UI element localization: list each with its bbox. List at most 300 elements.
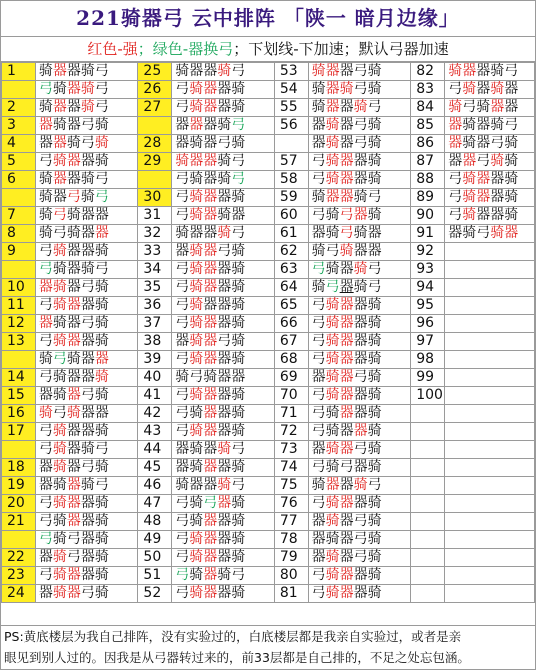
floor-number: 85 <box>411 117 445 135</box>
unit-glyph: 器 <box>353 153 368 169</box>
unit-glyph: 器 <box>66 63 81 79</box>
formation-cell <box>445 585 535 603</box>
unit-glyph: 器 <box>339 405 354 421</box>
floor-number: 36 <box>138 297 172 315</box>
unit-glyph: 器 <box>339 297 354 313</box>
unit-glyph: 器 <box>339 549 354 565</box>
unit-glyph: 骑 <box>94 279 109 295</box>
floor-number <box>411 441 445 459</box>
floor-number <box>411 549 445 567</box>
formation-table <box>1 62 535 603</box>
floor-number: 19 <box>2 477 36 495</box>
unit-glyph: 器 <box>80 153 95 169</box>
unit-glyph: 骑 <box>94 513 109 529</box>
unit-glyph: 弓 <box>66 189 81 205</box>
floor-number: 31 <box>138 207 172 225</box>
unit-glyph: 弓 <box>38 441 53 457</box>
unit-glyph: 骑 <box>231 189 246 205</box>
floor-number: 100 <box>411 387 445 405</box>
floor-number: 81 <box>274 585 308 603</box>
floor-number: 54 <box>274 81 308 99</box>
unit-glyph: 器 <box>189 117 204 133</box>
formation-cell <box>308 549 411 567</box>
formation-cell <box>308 153 411 171</box>
unit-glyph: 骑 <box>94 117 109 133</box>
formation-cell <box>445 225 535 243</box>
unit-glyph: 弓 <box>38 567 53 583</box>
floor-number: 60 <box>274 207 308 225</box>
floor-number: 55 <box>274 99 308 117</box>
unit-glyph: 器 <box>94 207 109 223</box>
table-row <box>2 171 535 189</box>
unit-glyph: 弓 <box>189 369 204 385</box>
floor-number <box>2 441 36 459</box>
formation-cell <box>445 351 535 369</box>
floor-number: 67 <box>274 333 308 351</box>
unit-glyph: 弓 <box>311 261 326 277</box>
formation-cell <box>172 441 275 459</box>
unit-glyph: 弓 <box>94 99 109 115</box>
unit-glyph: 骑 <box>231 315 246 331</box>
unit-glyph: 器 <box>80 549 95 565</box>
unit-glyph: 弓 <box>448 207 463 223</box>
unit-glyph: 器 <box>476 171 491 187</box>
unit-glyph: 骑 <box>325 171 340 187</box>
unit-glyph: 骑 <box>80 189 95 205</box>
unit-glyph: 器 <box>311 135 326 151</box>
unit-glyph: 骑 <box>175 477 190 493</box>
unit-glyph: 骑 <box>325 495 340 511</box>
floor-number: 32 <box>138 225 172 243</box>
unit-glyph: 弓 <box>504 63 519 79</box>
unit-glyph: 器 <box>311 549 326 565</box>
unit-glyph: 骑 <box>52 513 67 529</box>
unit-glyph: 器 <box>203 531 218 547</box>
unit-glyph: 弓 <box>66 531 81 547</box>
unit-glyph: 骑 <box>367 117 382 133</box>
unit-glyph: 骑 <box>94 423 109 439</box>
unit-glyph: 骑 <box>189 279 204 295</box>
formation-cell <box>35 261 138 279</box>
unit-glyph: 骑 <box>189 135 204 151</box>
formation-cell <box>35 63 138 81</box>
unit-glyph: 骑 <box>325 351 340 367</box>
formation-cell <box>172 513 275 531</box>
unit-glyph: 骑 <box>325 585 340 601</box>
formation-cell <box>172 135 275 153</box>
unit-glyph: 弓 <box>94 63 109 79</box>
unit-glyph: 骑 <box>231 387 246 403</box>
formation-cell <box>308 279 411 297</box>
formation-cell <box>308 261 411 279</box>
unit-glyph: 骑 <box>94 567 109 583</box>
unit-glyph: 器 <box>52 63 67 79</box>
unit-glyph: 骑 <box>52 153 67 169</box>
floor-number: 1 <box>2 63 36 81</box>
floor-number: 33 <box>138 243 172 261</box>
unit-glyph: 骑 <box>367 351 382 367</box>
floor-number: 74 <box>274 459 308 477</box>
formation-cell <box>172 153 275 171</box>
unit-glyph: 器 <box>52 99 67 115</box>
floor-number: 26 <box>138 81 172 99</box>
unit-glyph: 骑 <box>367 459 382 475</box>
unit-glyph: 骑 <box>66 225 81 241</box>
unit-glyph: 器 <box>80 297 95 313</box>
unit-glyph: 器 <box>203 225 218 241</box>
legend-segment: 下划线-下加速 <box>248 40 344 58</box>
unit-glyph: 骑 <box>52 549 67 565</box>
unit-glyph: 骑 <box>217 225 232 241</box>
formation-cell <box>445 261 535 279</box>
unit-glyph: 骑 <box>52 531 67 547</box>
unit-glyph: 器 <box>203 99 218 115</box>
formation-cell <box>445 531 535 549</box>
unit-glyph: 骑 <box>231 135 246 151</box>
unit-glyph: 器 <box>66 99 81 115</box>
unit-glyph: 器 <box>217 315 232 331</box>
formation-cell <box>35 189 138 207</box>
unit-glyph: 弓 <box>175 297 190 313</box>
floor-number: 15 <box>2 387 36 405</box>
table-row <box>2 279 535 297</box>
formation-cell <box>308 315 411 333</box>
floor-number: 20 <box>2 495 36 513</box>
floor-number: 11 <box>2 297 36 315</box>
unit-glyph: 弓 <box>38 261 53 277</box>
unit-glyph: 骑 <box>52 585 67 601</box>
unit-glyph: 器 <box>217 81 232 97</box>
formation-cell <box>35 459 138 477</box>
unit-glyph: 器 <box>66 387 81 403</box>
unit-glyph: 器 <box>353 333 368 349</box>
unit-glyph: 骑 <box>504 207 519 223</box>
unit-glyph: 骑 <box>189 351 204 367</box>
unit-glyph: 器 <box>353 351 368 367</box>
unit-glyph: 骑 <box>325 513 340 529</box>
unit-glyph: 骑 <box>367 369 382 385</box>
formation-cell <box>308 495 411 513</box>
floor-number: 80 <box>274 567 308 585</box>
unit-glyph: 器 <box>325 477 340 493</box>
unit-glyph: 骑 <box>231 333 246 349</box>
unit-glyph: 弓 <box>38 333 53 349</box>
formation-cell <box>35 441 138 459</box>
unit-glyph: 弓 <box>175 495 190 511</box>
unit-glyph: 骑 <box>189 423 204 439</box>
unit-glyph: 骑 <box>339 81 354 97</box>
unit-glyph: 器 <box>203 351 218 367</box>
formation-cell <box>172 225 275 243</box>
unit-glyph: 骑 <box>52 495 67 511</box>
unit-glyph: 弓 <box>80 279 95 295</box>
floor-number: 91 <box>411 225 445 243</box>
unit-glyph: 器 <box>80 333 95 349</box>
unit-glyph: 骑 <box>504 153 519 169</box>
unit-glyph: 弓 <box>175 189 190 205</box>
formation-cell <box>172 459 275 477</box>
unit-glyph: 骑 <box>52 117 67 133</box>
unit-glyph: 骑 <box>325 315 340 331</box>
footer-note-line-1: PS:黄底楼层为我自己排阵，没有实验过的，白底楼层都是我亲自实验过，或者是亲 <box>4 629 462 644</box>
floor-number: 95 <box>411 297 445 315</box>
floor-number: 13 <box>2 333 36 351</box>
unit-glyph: 器 <box>448 135 463 151</box>
formation-cell <box>35 549 138 567</box>
unit-glyph: 器 <box>476 189 491 205</box>
unit-glyph: 器 <box>66 567 81 583</box>
unit-glyph: 器 <box>175 333 190 349</box>
floor-number: 3 <box>2 117 36 135</box>
unit-glyph: 器 <box>353 585 368 601</box>
unit-glyph: 骑 <box>94 153 109 169</box>
unit-glyph: 器 <box>80 351 95 367</box>
formation-cell <box>445 63 535 81</box>
unit-glyph: 弓 <box>38 531 53 547</box>
floor-number: 77 <box>274 513 308 531</box>
floor-number: 46 <box>138 477 172 495</box>
unit-glyph: 弓 <box>38 513 53 529</box>
unit-glyph: 器 <box>490 171 505 187</box>
unit-glyph: 骑 <box>325 117 340 133</box>
unit-glyph: 骑 <box>52 567 67 583</box>
unit-glyph: 骑 <box>353 477 368 493</box>
unit-glyph: 器 <box>203 567 218 583</box>
unit-glyph: 骑 <box>325 207 340 223</box>
floor-number: 18 <box>2 459 36 477</box>
unit-glyph: 器 <box>367 225 382 241</box>
unit-glyph: 器 <box>339 279 354 295</box>
unit-glyph: 骑 <box>311 279 326 295</box>
floor-number: 35 <box>138 279 172 297</box>
formation-cell <box>308 207 411 225</box>
unit-glyph: 器 <box>353 171 368 187</box>
formation-cell <box>445 387 535 405</box>
unit-glyph: 骑 <box>52 297 67 313</box>
unit-glyph: 骑 <box>325 387 340 403</box>
unit-glyph: 器 <box>203 81 218 97</box>
unit-glyph: 弓 <box>462 99 477 115</box>
floor-number: 72 <box>274 423 308 441</box>
unit-glyph: 骑 <box>94 549 109 565</box>
unit-glyph: 骑 <box>217 207 232 223</box>
table-row <box>2 495 535 513</box>
unit-glyph: 弓 <box>367 261 382 277</box>
formation-cell <box>308 423 411 441</box>
unit-glyph: 器 <box>217 549 232 565</box>
formation-cell <box>172 189 275 207</box>
floor-number: 68 <box>274 351 308 369</box>
unit-glyph: 骑 <box>52 441 67 457</box>
unit-glyph: 弓 <box>175 171 190 187</box>
floor-number: 42 <box>138 405 172 423</box>
unit-glyph: 器 <box>66 243 81 259</box>
unit-glyph: 器 <box>66 261 81 277</box>
unit-glyph: 骑 <box>38 405 53 421</box>
unit-glyph: 器 <box>66 477 81 493</box>
unit-glyph: 器 <box>325 81 340 97</box>
floor-number: 38 <box>138 333 172 351</box>
unit-glyph: 骑 <box>38 99 53 115</box>
floor-number: 48 <box>138 513 172 531</box>
formation-cell <box>35 477 138 495</box>
formation-cell <box>35 297 138 315</box>
unit-glyph: 骑 <box>367 531 382 547</box>
unit-glyph: 器 <box>80 369 95 385</box>
unit-glyph: 骑 <box>189 99 204 115</box>
formation-cell <box>35 567 138 585</box>
footer-note <box>1 625 535 669</box>
unit-glyph: 弓 <box>353 117 368 133</box>
unit-glyph: 骑 <box>353 279 368 295</box>
unit-glyph: 器 <box>66 333 81 349</box>
floor-number: 76 <box>274 495 308 513</box>
unit-glyph: 器 <box>66 153 81 169</box>
formation-cell <box>445 243 535 261</box>
floor-number: 57 <box>274 153 308 171</box>
page-title: 221骑器弓 云中排阵 「陕一 暗月边缘」 <box>1 1 535 37</box>
unit-glyph: 弓 <box>52 351 67 367</box>
table-row <box>2 513 535 531</box>
unit-glyph: 器 <box>175 117 190 133</box>
formation-cell <box>172 333 275 351</box>
unit-glyph: 弓 <box>448 81 463 97</box>
formation-cell <box>445 171 535 189</box>
unit-glyph: 骑 <box>52 279 67 295</box>
unit-glyph: 弓 <box>175 387 190 403</box>
floor-number: 50 <box>138 549 172 567</box>
floor-number: 25 <box>138 63 172 81</box>
formation-cell <box>308 81 411 99</box>
unit-glyph: 骑 <box>490 63 505 79</box>
table-row <box>2 315 535 333</box>
unit-glyph: 骑 <box>217 441 232 457</box>
unit-glyph: 器 <box>189 225 204 241</box>
unit-glyph: 器 <box>203 171 218 187</box>
unit-glyph: 弓 <box>448 189 463 205</box>
floor-number: 96 <box>411 315 445 333</box>
unit-glyph: 骑 <box>80 441 95 457</box>
floor-number: 75 <box>274 477 308 495</box>
unit-glyph: 器 <box>353 207 368 223</box>
unit-glyph: 器 <box>325 189 340 205</box>
floor-number: 23 <box>2 567 36 585</box>
unit-glyph: 骑 <box>231 297 246 313</box>
unit-glyph: 弓 <box>311 297 326 313</box>
formation-cell <box>35 387 138 405</box>
unit-glyph: 弓 <box>231 225 246 241</box>
unit-glyph: 器 <box>203 423 218 439</box>
floor-number: 78 <box>274 531 308 549</box>
unit-glyph: 器 <box>217 387 232 403</box>
unit-glyph: 骑 <box>66 351 81 367</box>
unit-glyph: 弓 <box>490 135 505 151</box>
unit-glyph: 弓 <box>325 279 340 295</box>
formation-cell <box>35 135 138 153</box>
unit-glyph: 骑 <box>94 387 109 403</box>
unit-glyph: 弓 <box>311 333 326 349</box>
formation-cell <box>35 99 138 117</box>
formation-cell <box>35 153 138 171</box>
formation-cell <box>445 135 535 153</box>
legend-segment: 红色-强 <box>87 40 138 58</box>
unit-glyph: 器 <box>311 117 326 133</box>
unit-glyph: 器 <box>38 135 53 151</box>
unit-glyph: 骑 <box>311 63 326 79</box>
unit-glyph: 弓 <box>311 171 326 187</box>
unit-glyph: 器 <box>80 405 95 421</box>
unit-glyph: 骑 <box>325 153 340 169</box>
unit-glyph: 骑 <box>231 243 246 259</box>
unit-glyph: 器 <box>353 405 368 421</box>
unit-glyph: 骑 <box>490 225 505 241</box>
unit-glyph: 骑 <box>367 405 382 421</box>
unit-glyph: 器 <box>38 459 53 475</box>
unit-glyph: 器 <box>94 405 109 421</box>
unit-glyph: 器 <box>353 387 368 403</box>
unit-glyph: 器 <box>462 63 477 79</box>
unit-glyph: 弓 <box>38 81 53 97</box>
unit-glyph: 器 <box>38 117 53 133</box>
unit-glyph: 骑 <box>94 495 109 511</box>
floor-number: 62 <box>274 243 308 261</box>
formation-cell <box>172 297 275 315</box>
unit-glyph: 弓 <box>94 441 109 457</box>
unit-glyph: 弓 <box>448 171 463 187</box>
unit-glyph: 器 <box>66 297 81 313</box>
floor-number <box>2 189 36 207</box>
formation-cell <box>35 315 138 333</box>
floor-number: 7 <box>2 207 36 225</box>
table-row <box>2 567 535 585</box>
unit-glyph: 骑 <box>311 243 326 259</box>
unit-glyph: 器 <box>339 261 354 277</box>
unit-glyph: 骑 <box>189 189 204 205</box>
unit-glyph: 骑 <box>189 459 204 475</box>
floor-number: 86 <box>411 135 445 153</box>
formation-cell <box>172 81 275 99</box>
unit-glyph: 弓 <box>94 261 109 277</box>
unit-glyph: 骑 <box>38 189 53 205</box>
floor-number: 66 <box>274 315 308 333</box>
floor-number <box>2 351 36 369</box>
unit-glyph: 骑 <box>353 189 368 205</box>
unit-glyph: 器 <box>367 243 382 259</box>
unit-glyph: 骑 <box>311 81 326 97</box>
unit-glyph: 骑 <box>94 333 109 349</box>
unit-glyph: 器 <box>490 189 505 205</box>
unit-glyph: 器 <box>339 477 354 493</box>
unit-glyph: 弓 <box>38 243 53 259</box>
unit-glyph: 器 <box>353 567 368 583</box>
unit-glyph: 弓 <box>339 459 354 475</box>
legend-segment: ； <box>137 40 153 58</box>
table-row <box>2 261 535 279</box>
unit-glyph: 弓 <box>311 567 326 583</box>
unit-glyph: 弓 <box>311 585 326 601</box>
floor-number: 70 <box>274 387 308 405</box>
unit-glyph: 器 <box>325 99 340 115</box>
formation-cell <box>445 477 535 495</box>
formation-cell <box>445 333 535 351</box>
formation-cell <box>172 549 275 567</box>
unit-glyph: 骑 <box>231 531 246 547</box>
unit-glyph: 弓 <box>311 351 326 367</box>
unit-glyph: 骑 <box>325 135 340 151</box>
unit-glyph: 器 <box>339 423 354 439</box>
unit-glyph: 弓 <box>353 135 368 151</box>
unit-glyph: 骑 <box>217 63 232 79</box>
